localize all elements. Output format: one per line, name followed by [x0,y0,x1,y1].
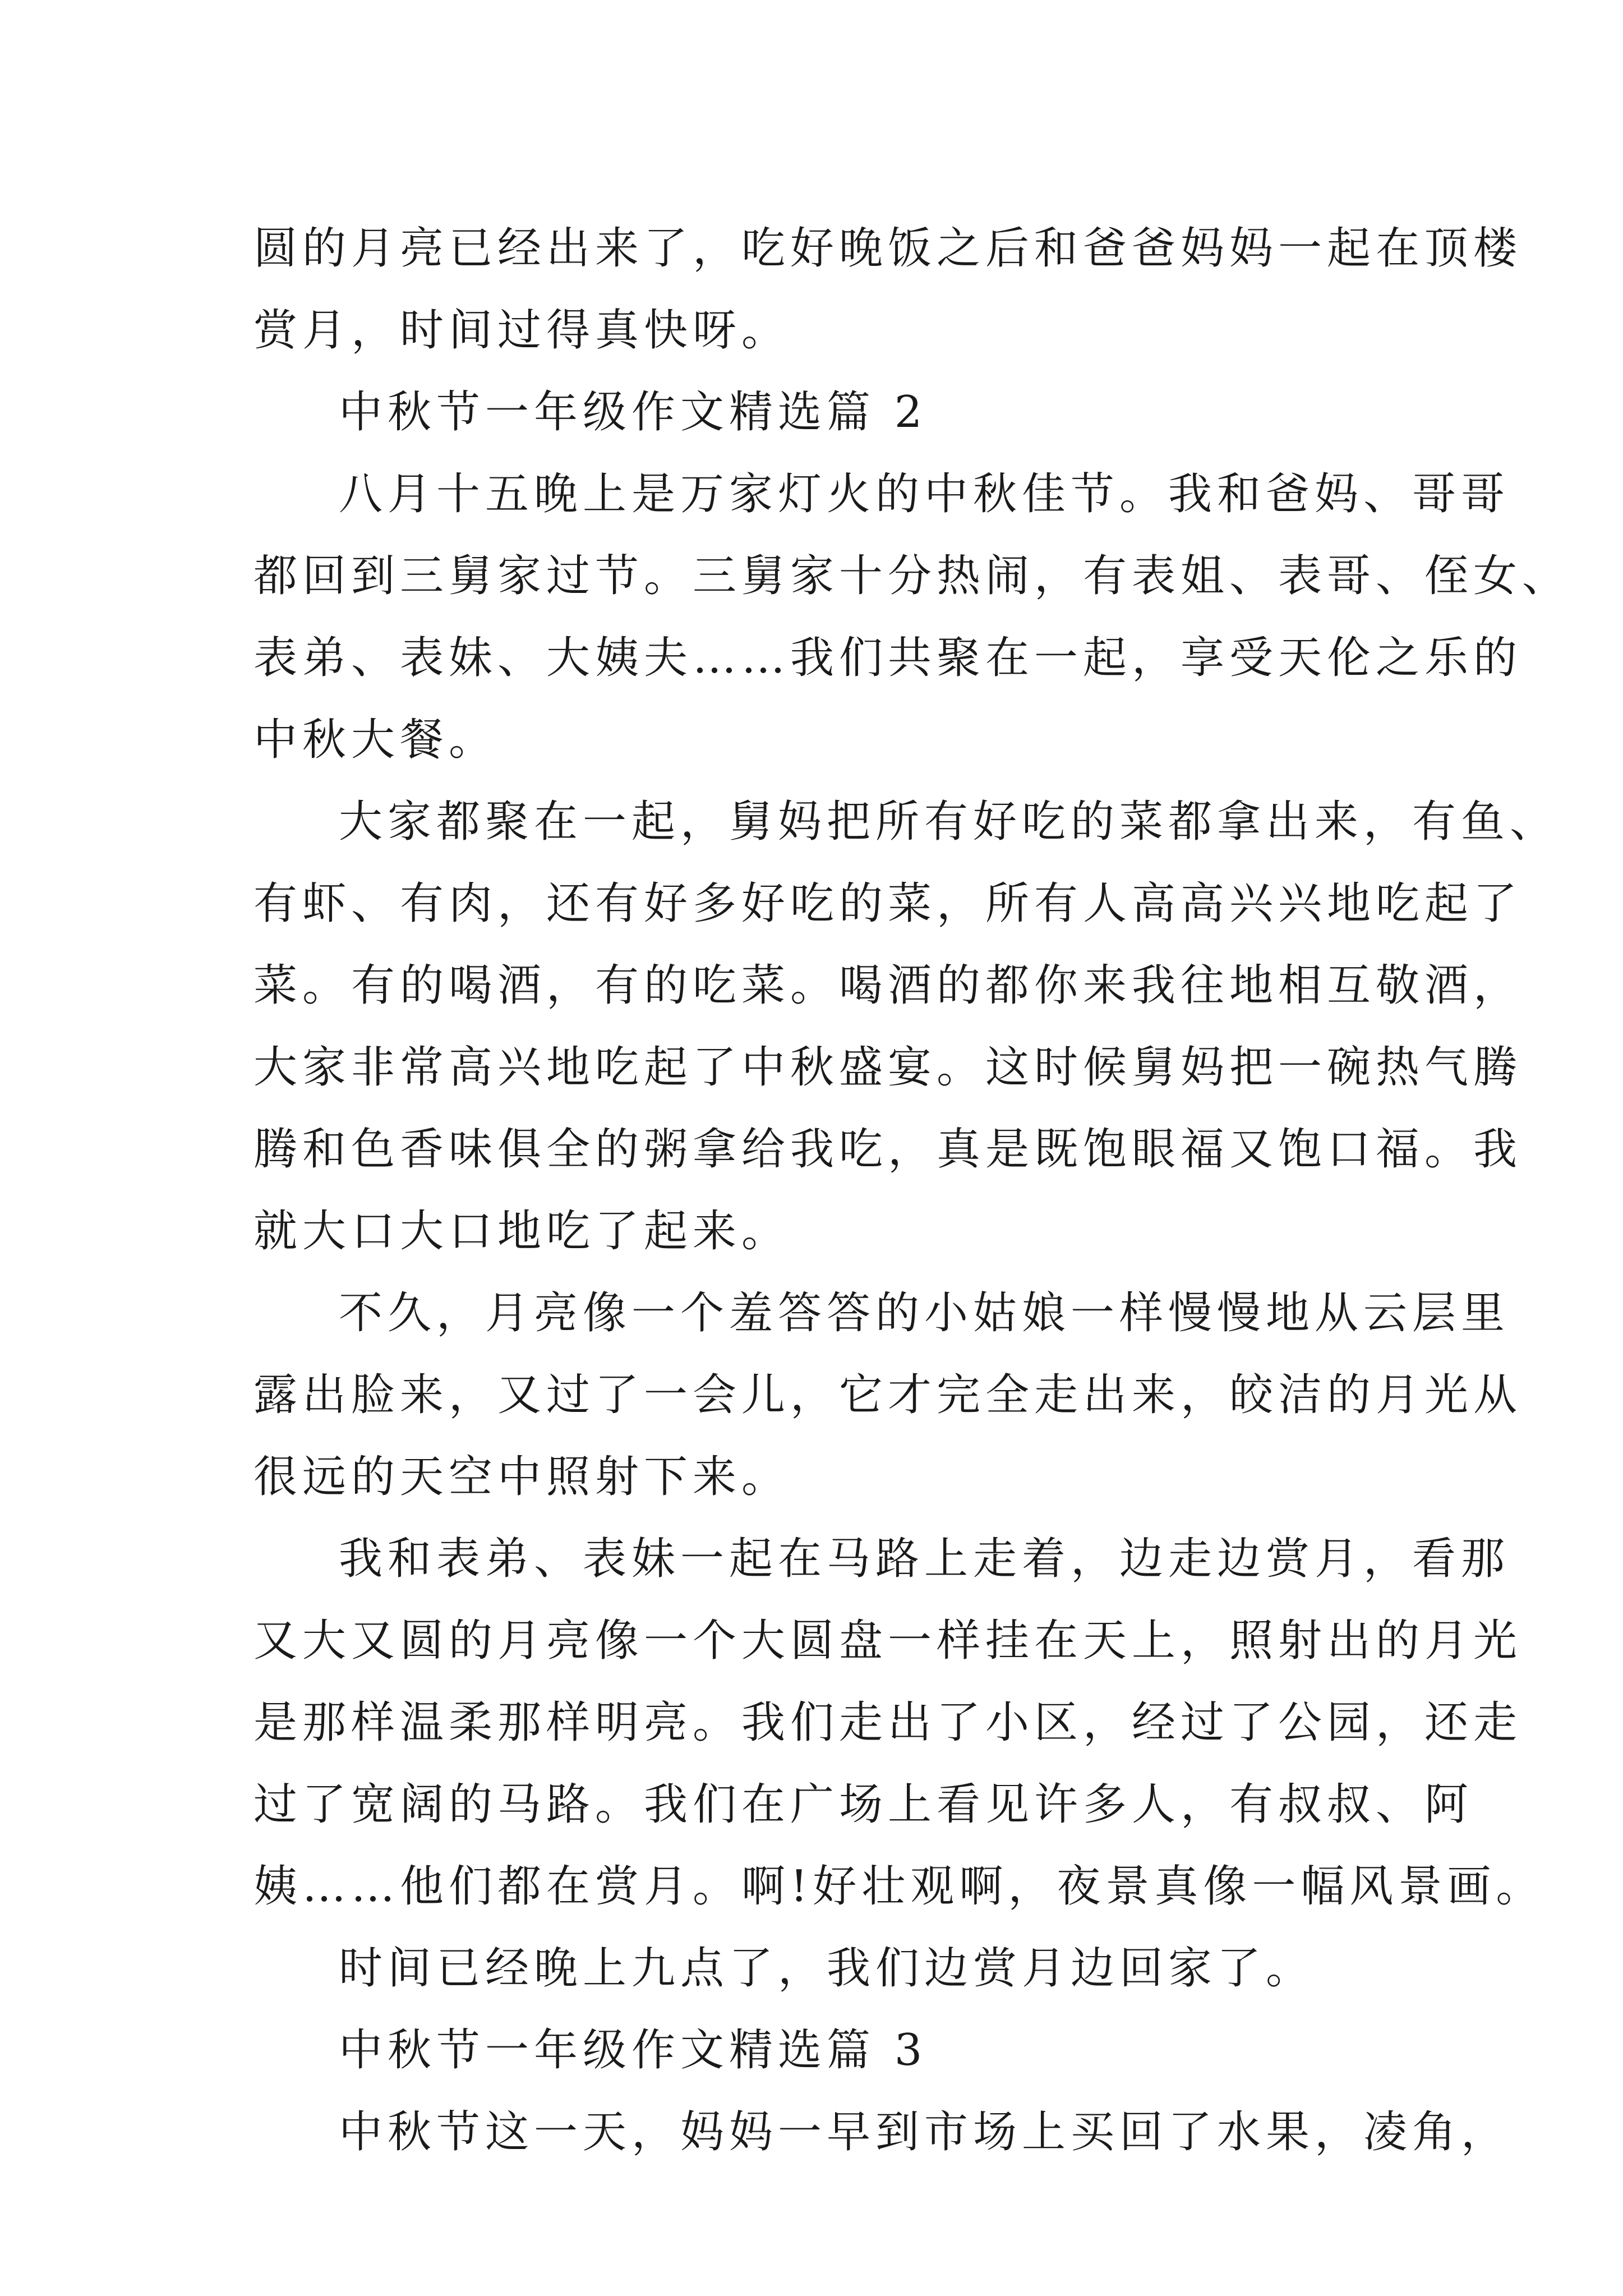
text-line: 露出脸来，又过了一会儿，它才完全走出来，皎洁的月光从 [253,1370,1523,1420]
paragraph-first-line: 八月十五晚上是万家灯火的中秋佳节。我和爸妈、哥哥 [339,469,1510,519]
text-line: 表弟、表妹、大姨夫……我们共聚在一起，享受天伦之乐的 [253,633,1523,683]
text-line: 姨……他们都在赏月。啊!好壮观啊，夜景真像一幅风景画。 [253,1861,1545,1912]
text-line: 圆的月亮已经出来了，吃好晚饭之后和爸爸妈妈一起在顶楼 [253,223,1523,274]
paragraph-first-line: 不久，月亮像一个羞答答的小姑娘一样慢慢地从云层里 [339,1288,1510,1338]
document-body [253,208,1571,2173]
section-heading: 中秋节一年级作文精选篇 3 [339,2025,928,2076]
text-line: 是那样温柔那样明亮。我们走出了小区，经过了公园，还走 [253,1697,1523,1748]
text-line: 菜。有的喝酒，有的吃菜。喝酒的都你来我往地相互敬酒， [253,960,1523,1011]
text-line: 大家非常高兴地吃起了中秋盛宴。这时候舅妈把一碗热气腾 [253,1042,1523,1093]
paragraph-first-line: 时间已经晚上九点了，我们边赏月边回家了。 [339,1943,1315,1994]
paragraph-first-line: 中秋节这一天，妈妈一早到市场上买回了水果，凌角， [339,2107,1510,2157]
text-line: 腾和色香味俱全的粥拿给我吃，真是既饱眼福又饱口福。我 [253,1124,1523,1175]
text-line: 赏月，时间过得真快呀。 [253,305,791,356]
text-line: 中秋大餐。 [253,715,498,765]
text-line: 又大又圆的月亮像一个大圆盘一样挂在天上，照射出的月光 [253,1616,1523,1666]
text-line: 就大口大口地吃了起来。 [253,1206,791,1257]
paragraph-first-line: 大家都聚在一起，舅妈把所有好吃的菜都拿出来，有鱼、 [339,797,1559,847]
text-line: 很远的天空中照射下来。 [253,1452,791,1502]
text-line: 都回到三舅家过节。三舅家十分热闹，有表姐、表哥、侄女、 [253,551,1571,601]
text-line: 有虾、有肉，还有好多好吃的菜，所有人高高兴兴地吃起了 [253,878,1523,929]
text-line: 过了宽阔的马路。我们在广场上看见许多人，有叔叔、阿 [253,1779,1474,1830]
paragraph-first-line: 我和表弟、表妹一起在马路上走着，边走边赏月，看那 [339,1534,1510,1584]
section-heading: 中秋节一年级作文精选篇 2 [339,387,928,438]
